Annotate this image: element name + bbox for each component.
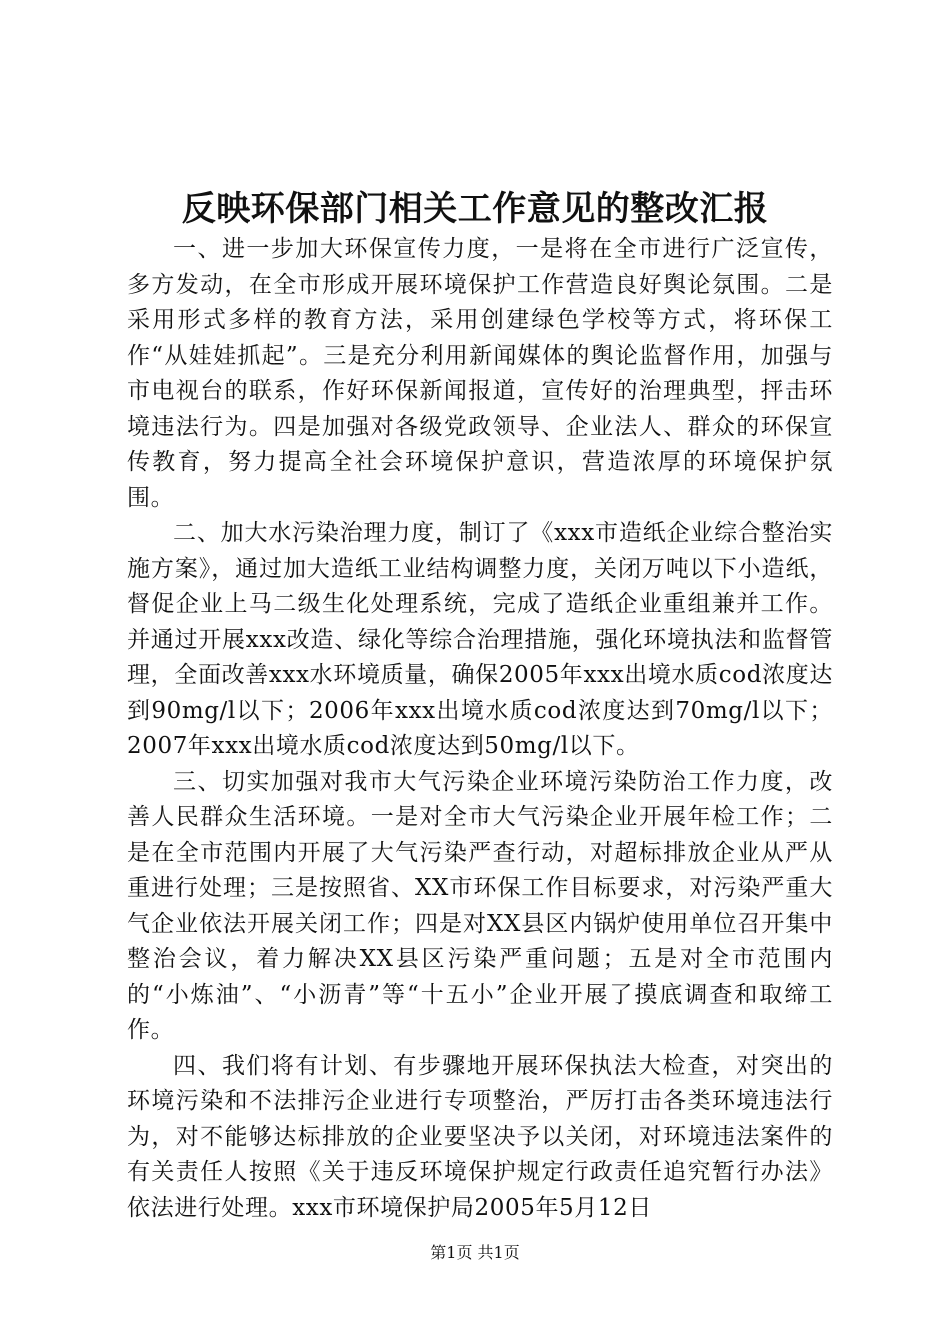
paragraph-1: 一、进一步加大环保宣传力度，一是将在全市进行广泛宣传，多方发动，在全市形成开展环境保护工作营造良好舆论氛围。二是采用形式多样的教育方法，采用创建绿色学校等方式，将环保工作“从娃娃抓起”。三是充分利用新闻媒体的舆论监督作用，加强与市电视台的联系，作好环保新闻报道，宣传好的治理典型，抨击环境违法行为。四是加强对各级党政领导、企业法人、群众的环保宣传教育，努力提高全社会环境保护意识，营造浓厚的环境保护氛围。 <box>127 236 833 511</box>
paragraph-3: 三、切实加强对我市大气污染企业环境污染防治工作力度，改善人民群众生活环境。一是对全市大气污染企业开展年检工作；二是在全市范围内开展了大气污染严查行动，对超标排放企业从严从重进行处理；三是按照省、XX市环保工作目标要求，对污染严重大气企业依法开展关闭工作；四是对XX县区内锅炉使用单位召开集中整治会议，着力解决XX县区污染严重问题；五是对全市范围内的“小炼油”、“小沥青”等“十五小”企业开展了摸底调查和取缔工作。 <box>127 768 833 1043</box>
paragraph-2: 二、加大水污染治理力度，制订了《xxx市造纸企业综合整治实施方案》，通过加大造纸工业结构调整力度，关闭万吨以下小造纸，督促企业上马二级生化处理系统，完成了造纸企业重组兼并工作。并通过开展xxx改造、绿化等综合治理措施，强化环境执法和监督管理，全面改善xxx水环境质量，确保2005年xxx出境水质cod浓度达到90mg/l以下；2006年xxx出境水质cod浓度达到70mg/l以下；2007年xxx出境水质cod浓度达到50mg/l以下。 <box>127 520 833 759</box>
document-body <box>127 232 833 1226</box>
paragraph-4: 四、我们将有计划、有步骤地开展环保执法大检查，对突出的环境污染和不法排污企业进行专项整治，严厉打击各类环境违法行为，对不能够达标排放的企业要坚决予以关闭，对环境违法案件的有关责任人按照《关于违反环境保护规定行政责任追究暂行办法》依法进行处理。xxx市环境保护局2005年5月12日 <box>127 1052 833 1221</box>
page-footer: 第1页 共1页 <box>430 1243 520 1262</box>
document-title: 反映环保部门相关工作意见的整改汇报 <box>181 189 769 229</box>
